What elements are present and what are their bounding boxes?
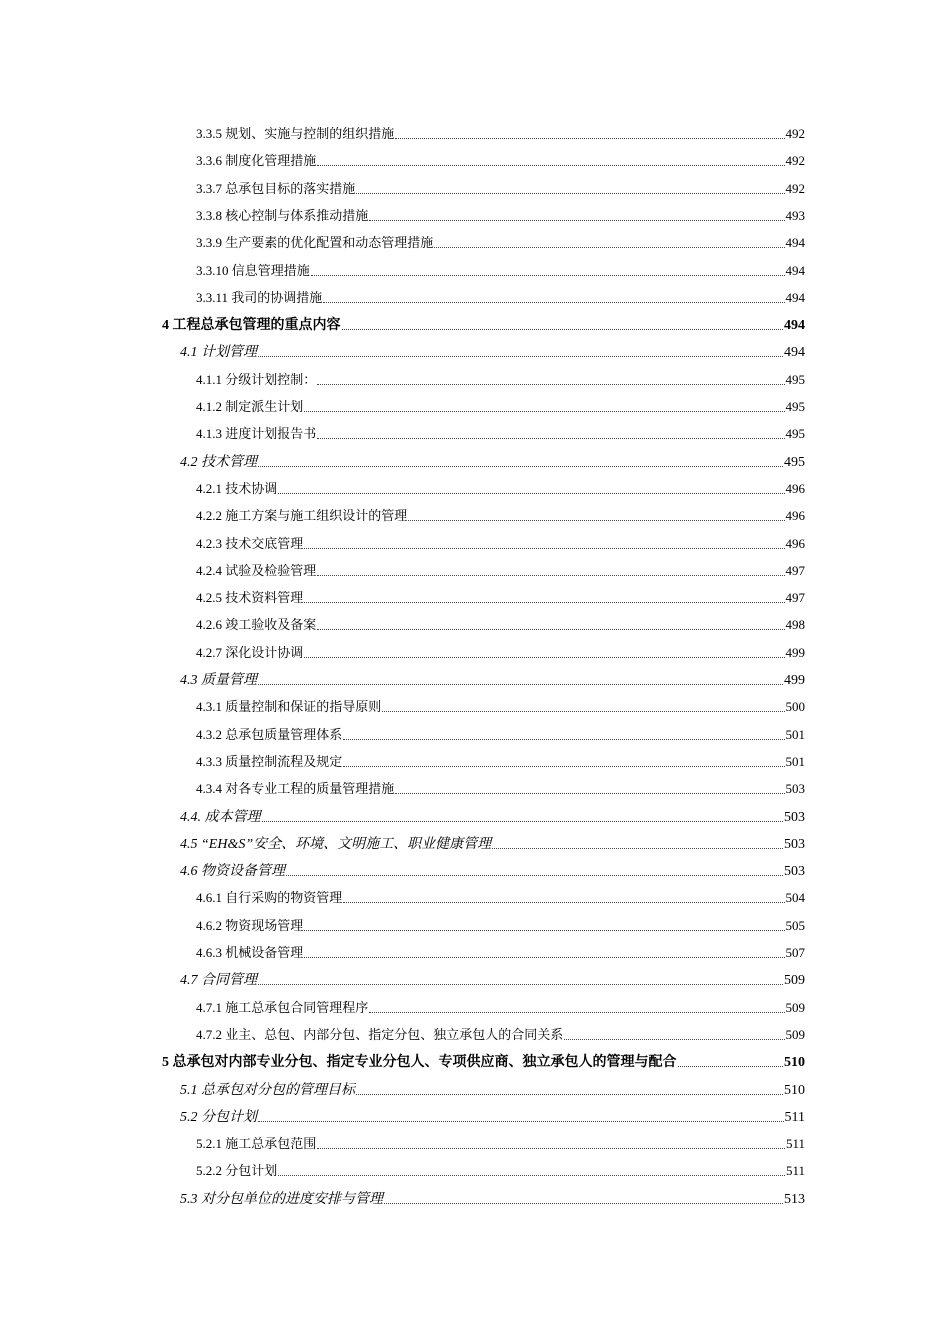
dot-leader	[262, 821, 784, 822]
dot-leader	[369, 220, 784, 221]
dot-leader	[258, 684, 783, 685]
toc-entry-title: 4.3 质量管理	[180, 673, 257, 688]
toc-entry-title: 3.3.8 核心控制与体系推动措施	[196, 207, 369, 223]
toc-entry-title: 3.3.9 生产要素的优化配置和动态管理措施	[196, 235, 434, 251]
toc-entry-page-number: 495	[785, 399, 805, 414]
toc-entry[interactable]	[162, 314, 805, 334]
toc-entry-title: 5.2 分包计划	[180, 1109, 257, 1125]
toc-entry-page-number: 496	[785, 535, 805, 551]
toc-entry-title: 4.3.3 质量控制流程及规定	[196, 753, 343, 769]
toc-entry-page-number: 509	[785, 999, 805, 1015]
toc-entry-title: 4.7.2 业主、总包、内部分包、指定分包、独立承包人的合同关系	[196, 1026, 564, 1042]
toc-entry-page-number: 496	[785, 480, 805, 496]
toc-entry-page-number: 492	[785, 126, 805, 141]
toc-entry[interactable]	[180, 451, 805, 471]
toc-entry-page-number: 495	[785, 426, 805, 442]
toc-entry-page-number: 503	[784, 836, 805, 852]
toc-entry-title: 3.3.5 规划、实施与控制的组织措施	[196, 126, 395, 141]
toc-entry[interactable]	[180, 806, 805, 826]
toc-entry-page-number: 492	[785, 180, 805, 196]
dot-leader	[304, 411, 784, 412]
dot-leader	[278, 493, 784, 494]
dot-leader	[317, 575, 784, 576]
toc-entry-page-number: 503	[784, 809, 805, 825]
toc-entry-page-number: 494	[785, 289, 805, 305]
dot-leader	[369, 1012, 784, 1013]
toc-entry-title: 4.4. 成本管理	[180, 809, 261, 825]
toc-entry-page-number: 501	[785, 753, 805, 769]
toc-entry-title: 4.2.6 竣工验收及备案	[196, 617, 317, 633]
toc-entry-title: 3.3.6 制度化管理措施	[196, 153, 317, 169]
toc-entry-title: 4.6 物资设备管理	[180, 864, 285, 880]
toc-entry-page-number: 513	[784, 1191, 805, 1207]
toc-entry-page-number: 503	[785, 781, 805, 797]
toc-entry[interactable]	[180, 1106, 805, 1126]
dot-leader	[317, 438, 784, 439]
toc-entry[interactable]	[180, 1079, 805, 1099]
toc-entry-page-number: 505	[785, 917, 805, 933]
toc-entry[interactable]	[196, 178, 805, 197]
toc-entry-title: 4.7 合同管理	[180, 973, 257, 989]
toc-entry[interactable]	[196, 423, 805, 442]
toc-entry[interactable]	[196, 505, 805, 524]
toc-entry-page-number: 496	[785, 508, 805, 524]
toc-entry[interactable]	[196, 232, 805, 251]
toc-entry-title: 4.1.2 制定派生计划	[196, 399, 304, 414]
toc-entry-page-number: 509	[784, 973, 805, 989]
toc-entry[interactable]	[196, 260, 805, 279]
dot-leader	[356, 193, 784, 194]
toc-entry[interactable]	[196, 123, 805, 142]
toc-entry-title: 5.2.2 分包计划	[196, 1163, 278, 1179]
toc-entry[interactable]	[196, 696, 805, 715]
toc-entry-page-number: 495	[785, 371, 805, 387]
toc-entry-title: 5 总承包对内部专业分包、指定专业分包人、专项供应商、独立承包人的管理与配合	[162, 1055, 677, 1071]
dot-leader	[408, 520, 784, 521]
toc-entry-page-number: 494	[785, 262, 805, 278]
toc-entry-page-number: 511	[785, 1136, 805, 1152]
dot-leader	[317, 384, 784, 385]
toc-entry-title: 5.3 对分包单位的进度安排与管理	[180, 1191, 383, 1207]
toc-entry[interactable]	[196, 533, 805, 552]
toc-entry[interactable]	[196, 942, 805, 961]
dot-leader	[564, 1039, 784, 1040]
dot-leader	[356, 1094, 783, 1095]
toc-entry-title: 4.5 “EH&S”安全、环境、文明施工、职业健康管理	[180, 836, 492, 852]
toc-entry-title: 4.7.1 施工总承包合同管理程序	[196, 999, 369, 1015]
toc-entry-page-number: 497	[785, 562, 805, 578]
dot-leader	[492, 848, 783, 849]
dot-leader	[395, 138, 784, 139]
dot-leader	[304, 657, 784, 658]
toc-entry-page-number: 494	[785, 235, 805, 251]
toc-entry[interactable]	[196, 997, 805, 1016]
toc-entry-title: 4.6.1 自行采购的物资管理	[196, 890, 343, 906]
toc-entry[interactable]	[196, 915, 805, 934]
toc-entry[interactable]	[196, 887, 805, 906]
dot-leader	[304, 602, 784, 603]
toc-entry-title: 4.2.3 技术交底管理	[196, 535, 304, 551]
dot-leader	[317, 629, 784, 630]
toc-entry-page-number: 511	[785, 1163, 805, 1179]
toc-entry[interactable]	[196, 478, 805, 497]
toc-entry[interactable]	[180, 969, 805, 989]
toc-entry-page-number: 493	[785, 207, 805, 223]
toc-entry-title: 4.6.3 机械设备管理	[196, 945, 304, 960]
toc-entry[interactable]	[162, 1051, 805, 1071]
toc-entry-page-number: 498	[785, 617, 805, 633]
dot-leader	[395, 793, 784, 794]
toc-entry-page-number: 507	[785, 945, 805, 960]
dot-leader	[343, 902, 784, 903]
toc-entry-title: 4.3.4 对各专业工程的质量管理措施	[196, 781, 395, 797]
dot-leader	[317, 165, 784, 166]
toc-entry[interactable]	[180, 833, 805, 853]
dot-leader	[343, 739, 784, 740]
toc-entry[interactable]	[196, 1024, 805, 1043]
toc-entry[interactable]	[196, 724, 805, 743]
dot-leader	[286, 875, 783, 876]
toc-entry-page-number: 495	[784, 454, 805, 470]
dot-leader	[304, 957, 784, 958]
dot-leader	[258, 1121, 784, 1122]
toc-entry-title: 3.3.11 我司的协调措施	[196, 289, 323, 305]
toc-entry-title: 3.3.7 总承包目标的落实措施	[196, 180, 356, 196]
toc-entry-title: 5.2.1 施工总承包范围	[196, 1136, 317, 1152]
toc-entry[interactable]	[180, 1188, 805, 1208]
toc-entry-title: 4 工程总承包管理的重点内容	[162, 318, 341, 334]
dot-leader	[384, 1203, 783, 1204]
dot-leader	[311, 275, 785, 276]
dot-leader	[678, 1066, 784, 1067]
toc-entry-page-number: 499	[784, 673, 805, 688]
dot-leader	[258, 466, 783, 467]
toc-entry-page-number: 499	[785, 644, 805, 660]
toc-entry-title: 4.2.7 深化设计协调	[196, 644, 304, 660]
toc-entry[interactable]	[196, 1133, 805, 1152]
toc-entry-page-number: 511	[784, 1109, 805, 1125]
toc-entry-page-number: 501	[785, 726, 805, 742]
dot-leader	[434, 247, 784, 248]
toc-entry[interactable]	[196, 150, 805, 169]
toc-entry[interactable]	[180, 669, 805, 689]
toc-entry-title: 4.1.3 进度计划报告书	[196, 426, 317, 442]
toc-entry-page-number: 510	[784, 1082, 805, 1098]
toc-entry[interactable]	[196, 587, 805, 606]
toc-entry-page-number: 492	[785, 153, 805, 169]
dot-leader	[317, 1148, 785, 1149]
dot-leader	[323, 302, 784, 303]
toc-entry-page-number: 494	[784, 318, 805, 334]
dot-leader	[278, 1175, 785, 1176]
toc-entry-page-number: 494	[784, 345, 805, 361]
toc-entry-title: 4.6.2 物资现场管理	[196, 917, 304, 933]
toc-entry[interactable]	[196, 642, 805, 661]
toc-entry[interactable]	[196, 205, 805, 224]
toc-entry-title: 4.2 技术管理	[180, 454, 257, 470]
toc-entry-page-number: 497	[785, 590, 805, 606]
toc-entry-page-number: 510	[784, 1055, 805, 1071]
toc-entry-title: 4.2.2 施工方案与施工组织设计的管理	[196, 508, 408, 524]
toc-entry-title: 5.1 总承包对分包的管理目标	[180, 1082, 355, 1098]
toc-entry[interactable]	[196, 287, 805, 306]
toc-entry-page-number: 504	[785, 890, 805, 906]
toc-entry-title: 3.3.10 信息管理措施	[196, 262, 310, 278]
toc-entry-title: 4.3.2 总承包质量管理体系	[196, 726, 343, 742]
toc-entry-title: 4.2.1 技术协调	[196, 480, 278, 496]
toc-entry-page-number: 500	[785, 699, 805, 715]
dot-leader	[258, 356, 783, 357]
toc-entry-title: 4.3.1 质量控制和保证的指导原则	[196, 699, 382, 715]
toc-entry-title: 4.2.5 技术资料管理	[196, 590, 304, 606]
toc-entry[interactable]	[196, 778, 805, 797]
toc-entry-page-number: 509	[785, 1026, 805, 1042]
toc-entry-title: 4.1.1 分级计划控制：	[196, 371, 317, 387]
toc-entry-title: 4.2.4 试验及检验管理	[196, 562, 317, 578]
toc-entry[interactable]	[180, 860, 805, 880]
toc-entry[interactable]	[196, 396, 805, 415]
toc-entry[interactable]	[196, 369, 805, 388]
dot-leader	[343, 766, 784, 767]
toc-entry[interactable]	[196, 751, 805, 770]
toc-entry[interactable]	[196, 1160, 805, 1179]
dot-leader	[304, 930, 784, 931]
dot-leader	[258, 984, 783, 985]
dot-leader	[342, 329, 784, 330]
toc-entry-page-number: 503	[784, 864, 805, 880]
toc-entry-title: 4.1 计划管理	[180, 345, 257, 361]
toc-entry[interactable]	[196, 614, 805, 633]
dot-leader	[304, 548, 784, 549]
toc-entry[interactable]	[180, 341, 805, 361]
dot-leader	[382, 711, 784, 712]
toc-entry[interactable]	[196, 560, 805, 579]
